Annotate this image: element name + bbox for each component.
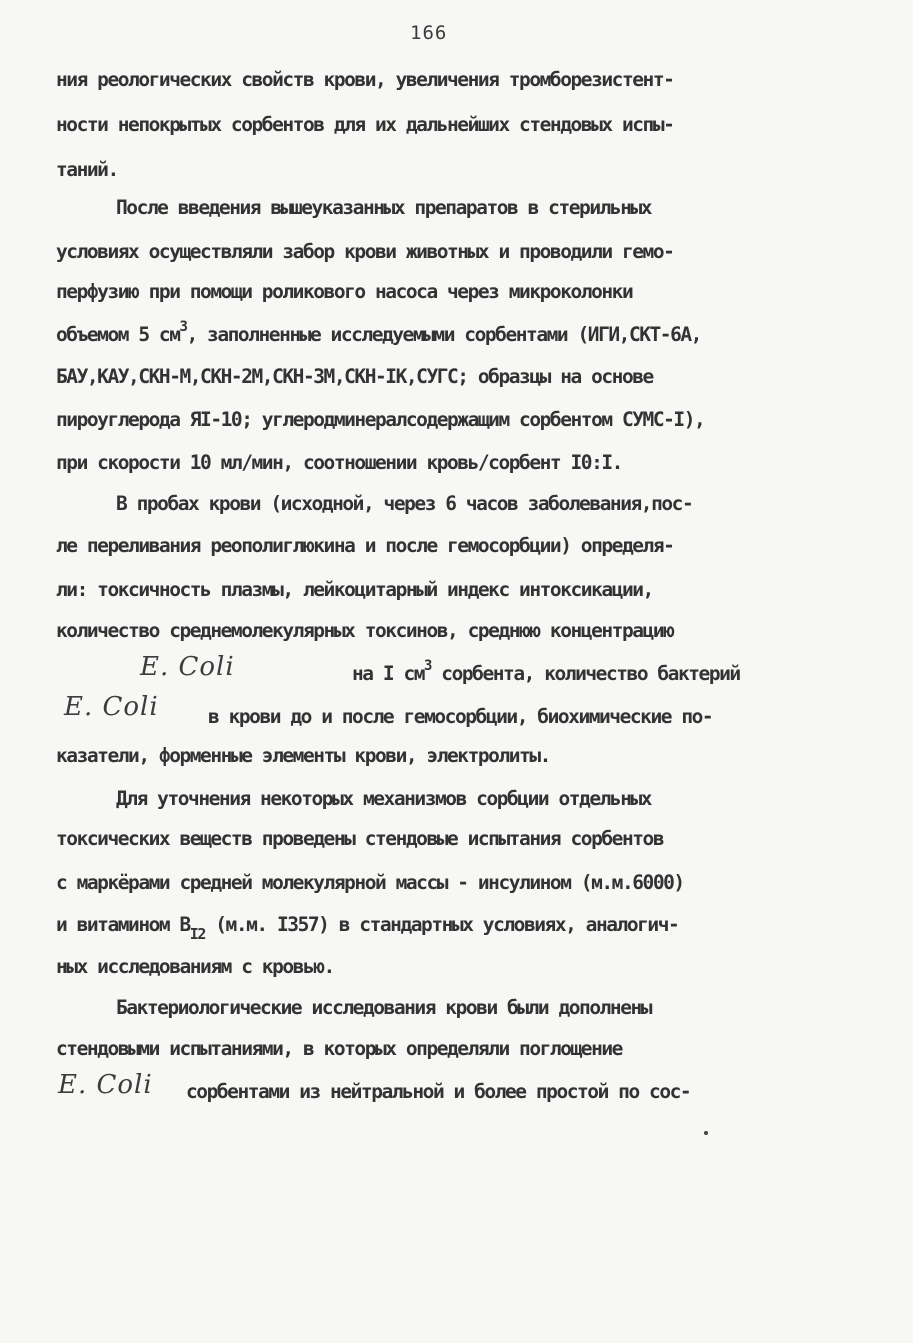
superscript: 3 [179,319,187,335]
text-line: ных исследованиям с кровью. [56,955,334,978]
text-line: Бактериологические исследования крови были дополнены [116,996,652,1019]
text-line-with-subscript [56,913,679,943]
text-line: казатели, форменные элементы крови, электролиты. [56,744,550,767]
text-line: перфузию при помощи роликового насоса через микроколонки [56,280,633,303]
text-line-with-superscript [56,319,701,349]
text-line: в крови до и после гемосорбции, биохимические по- [208,705,713,728]
page-number: 166 [410,22,448,44]
text-line: пироуглерода ЯI-10; углеродминералсодержащим сорбентом СУМС-I), [56,408,705,431]
text-line: таний. [56,158,118,181]
text-line: БАУ,КАУ,СКН-М,СКН-2М,СКН-3М,СКН-IК,СУГС; образцы на основе [56,365,653,388]
subscript: I2 [189,925,205,943]
text-segment: (м.м. I357) в стандартных условиях, аналогич- [204,913,679,936]
text-line: ния реологических свойств крови, увеличения тромборезистент- [56,68,674,91]
text-line: После введения вышеуказанных препаратов в стерильных [116,196,652,219]
text-segment: на I см [352,662,425,685]
text-line: условиях осуществляли забор крови животных и проводили гемо- [56,240,674,263]
superscript: 3 [424,658,432,674]
text-line: ле переливания реополиглюкина и после гемосорбции) определя- [56,534,674,557]
text-line: сорбентами из нейтральной и более простой по сос- [186,1080,691,1103]
text-line: стендовыми испытаниями, в которых определяли поглощение [56,1037,622,1060]
text-line: с маркёрами средней молекулярной массы - инсулином (м.м.6000) [56,871,684,894]
text-segment: , заполненные исследуемыми сорбентами (ИГИ,СКТ-6А, [186,323,701,346]
text-line: ли: токсичность плазмы, лейкоцитарный индекс интоксикации, [56,578,653,601]
handwritten-insertion: E. Coli [58,1070,153,1100]
ink-speck [704,1131,708,1135]
text-line-with-superscript [352,658,740,688]
text-line: ности непокрытых сорбентов для их дальнейших стендовых испы- [56,113,674,136]
text-line: токсических веществ проведены стендовые испытания сорбентов [56,827,664,850]
handwritten-insertion: E. Coli [64,692,159,722]
text-segment: объемом 5 см [56,323,180,346]
text-line: Для уточнения некоторых механизмов сорбции отдельных [116,787,652,810]
text-segment: и витамином В [56,913,190,936]
handwritten-insertion: E. Coli [140,652,235,682]
text-segment: сорбента, количество бактерий [431,662,740,685]
text-line: при скорости 10 мл/мин, соотношении кровь/сорбент I0:I. [56,451,622,474]
text-line: количество среднемолекулярных токсинов, среднюю концентрацию [56,619,674,642]
text-line: В пробах крови (исходной, через 6 часов заболевания,пос- [116,492,693,515]
